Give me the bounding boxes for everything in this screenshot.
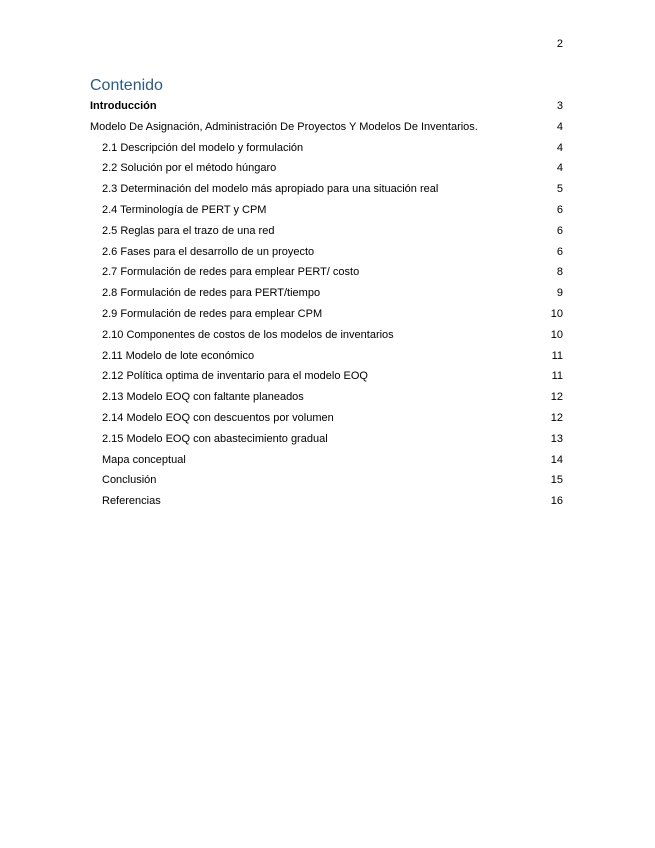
toc-entry-page: 11 (551, 349, 563, 362)
toc-entry-modelo-asignacion[interactable] (0, 117, 655, 138)
toc-entry-label: Introducción (90, 100, 157, 112)
toc-entry-page: 4 (556, 120, 563, 133)
toc-entry-2-4[interactable] (0, 200, 655, 221)
toc-entry-introduccion[interactable] (0, 96, 655, 117)
toc-entry-referencias[interactable] (0, 491, 655, 512)
toc-entry-page: 10 (550, 328, 563, 341)
toc-entry-2-14[interactable] (0, 408, 655, 429)
toc-entry-page: 5 (556, 183, 563, 196)
table-of-contents (0, 96, 655, 512)
toc-entry-label: 2.11 Modelo de lote económico (102, 349, 255, 362)
toc-entry-label: 2.6 Fases para el desarrollo de un proyecto (102, 245, 315, 258)
toc-entry-label: Mapa conceptual (102, 453, 186, 466)
toc-entry-label: 2.4 Terminología de PERT y CPM (102, 203, 267, 216)
toc-entry-page: 12 (550, 411, 563, 424)
toc-entry-page: 15 (550, 474, 563, 487)
toc-entry-2-11[interactable] (0, 346, 655, 367)
toc-entry-mapa-conceptual[interactable] (0, 450, 655, 471)
toc-entry-label: 2.8 Formulación de redes para PERT/tiempo (102, 287, 321, 300)
toc-entry-label: 2.13 Modelo EOQ con faltante planeados (102, 391, 304, 404)
toc-entry-label: 2.10 Componentes de costos de los modelos de inventarios (102, 328, 394, 341)
page-number: 2 (556, 38, 563, 50)
toc-entry-label: 2.3 Determinación del modelo más apropiado para una situación real (102, 183, 439, 196)
toc-entry-2-6[interactable] (0, 242, 655, 263)
toc-entry-2-7[interactable] (0, 262, 655, 283)
toc-entry-label: 2.7 Formulación de redes para emplear PERT/ costo (102, 266, 360, 279)
toc-entry-conclusion[interactable] (0, 470, 655, 491)
toc-entry-2-2[interactable] (0, 158, 655, 179)
toc-entry-2-12[interactable] (0, 366, 655, 387)
toc-entry-label: 2.2 Solución por el método húngaro (102, 162, 277, 175)
toc-entry-2-13[interactable] (0, 387, 655, 408)
toc-entry-page: 3 (556, 100, 563, 112)
toc-entry-page: 16 (550, 495, 563, 508)
toc-entry-label: 2.9 Formulación de redes para emplear CPM (102, 307, 323, 320)
toc-entry-2-15[interactable] (0, 429, 655, 450)
toc-entry-label: 2.12 Política optima de inventario para el modelo EOQ (102, 370, 368, 383)
toc-entry-page: 4 (556, 141, 563, 154)
toc-entry-page: 11 (551, 370, 563, 383)
toc-entry-page: 6 (556, 203, 563, 216)
toc-entry-page: 6 (556, 245, 563, 258)
toc-entry-label: Modelo De Asignación, Administración De Proyectos Y Modelos De Inventarios. (90, 120, 478, 133)
toc-entry-page: 4 (556, 162, 563, 175)
toc-entry-label: 2.5 Reglas para el trazo de una red (102, 224, 275, 237)
toc-entry-2-9[interactable] (0, 304, 655, 325)
toc-entry-page: 12 (550, 391, 563, 404)
toc-entry-2-8[interactable] (0, 283, 655, 304)
toc-title: Contenido (90, 77, 163, 94)
toc-entry-label: Conclusión (102, 474, 157, 487)
toc-entry-2-3[interactable] (0, 179, 655, 200)
toc-entry-2-1[interactable] (0, 138, 655, 159)
toc-entry-label: 2.1 Descripción del modelo y formulación (102, 141, 304, 154)
toc-entry-2-10[interactable] (0, 325, 655, 346)
toc-entry-page: 10 (550, 307, 563, 320)
toc-entry-page: 6 (556, 224, 563, 237)
toc-entry-label: 2.15 Modelo EOQ con abastecimiento gradual (102, 432, 328, 445)
toc-entry-page: 13 (550, 432, 563, 445)
toc-entry-2-5[interactable] (0, 221, 655, 242)
toc-entry-page: 9 (556, 287, 563, 300)
toc-entry-page: 8 (556, 266, 563, 279)
toc-entry-page: 14 (550, 453, 563, 466)
toc-entry-label: Referencias (102, 495, 161, 508)
toc-entry-label: 2.14 Modelo EOQ con descuentos por volumen (102, 411, 334, 424)
